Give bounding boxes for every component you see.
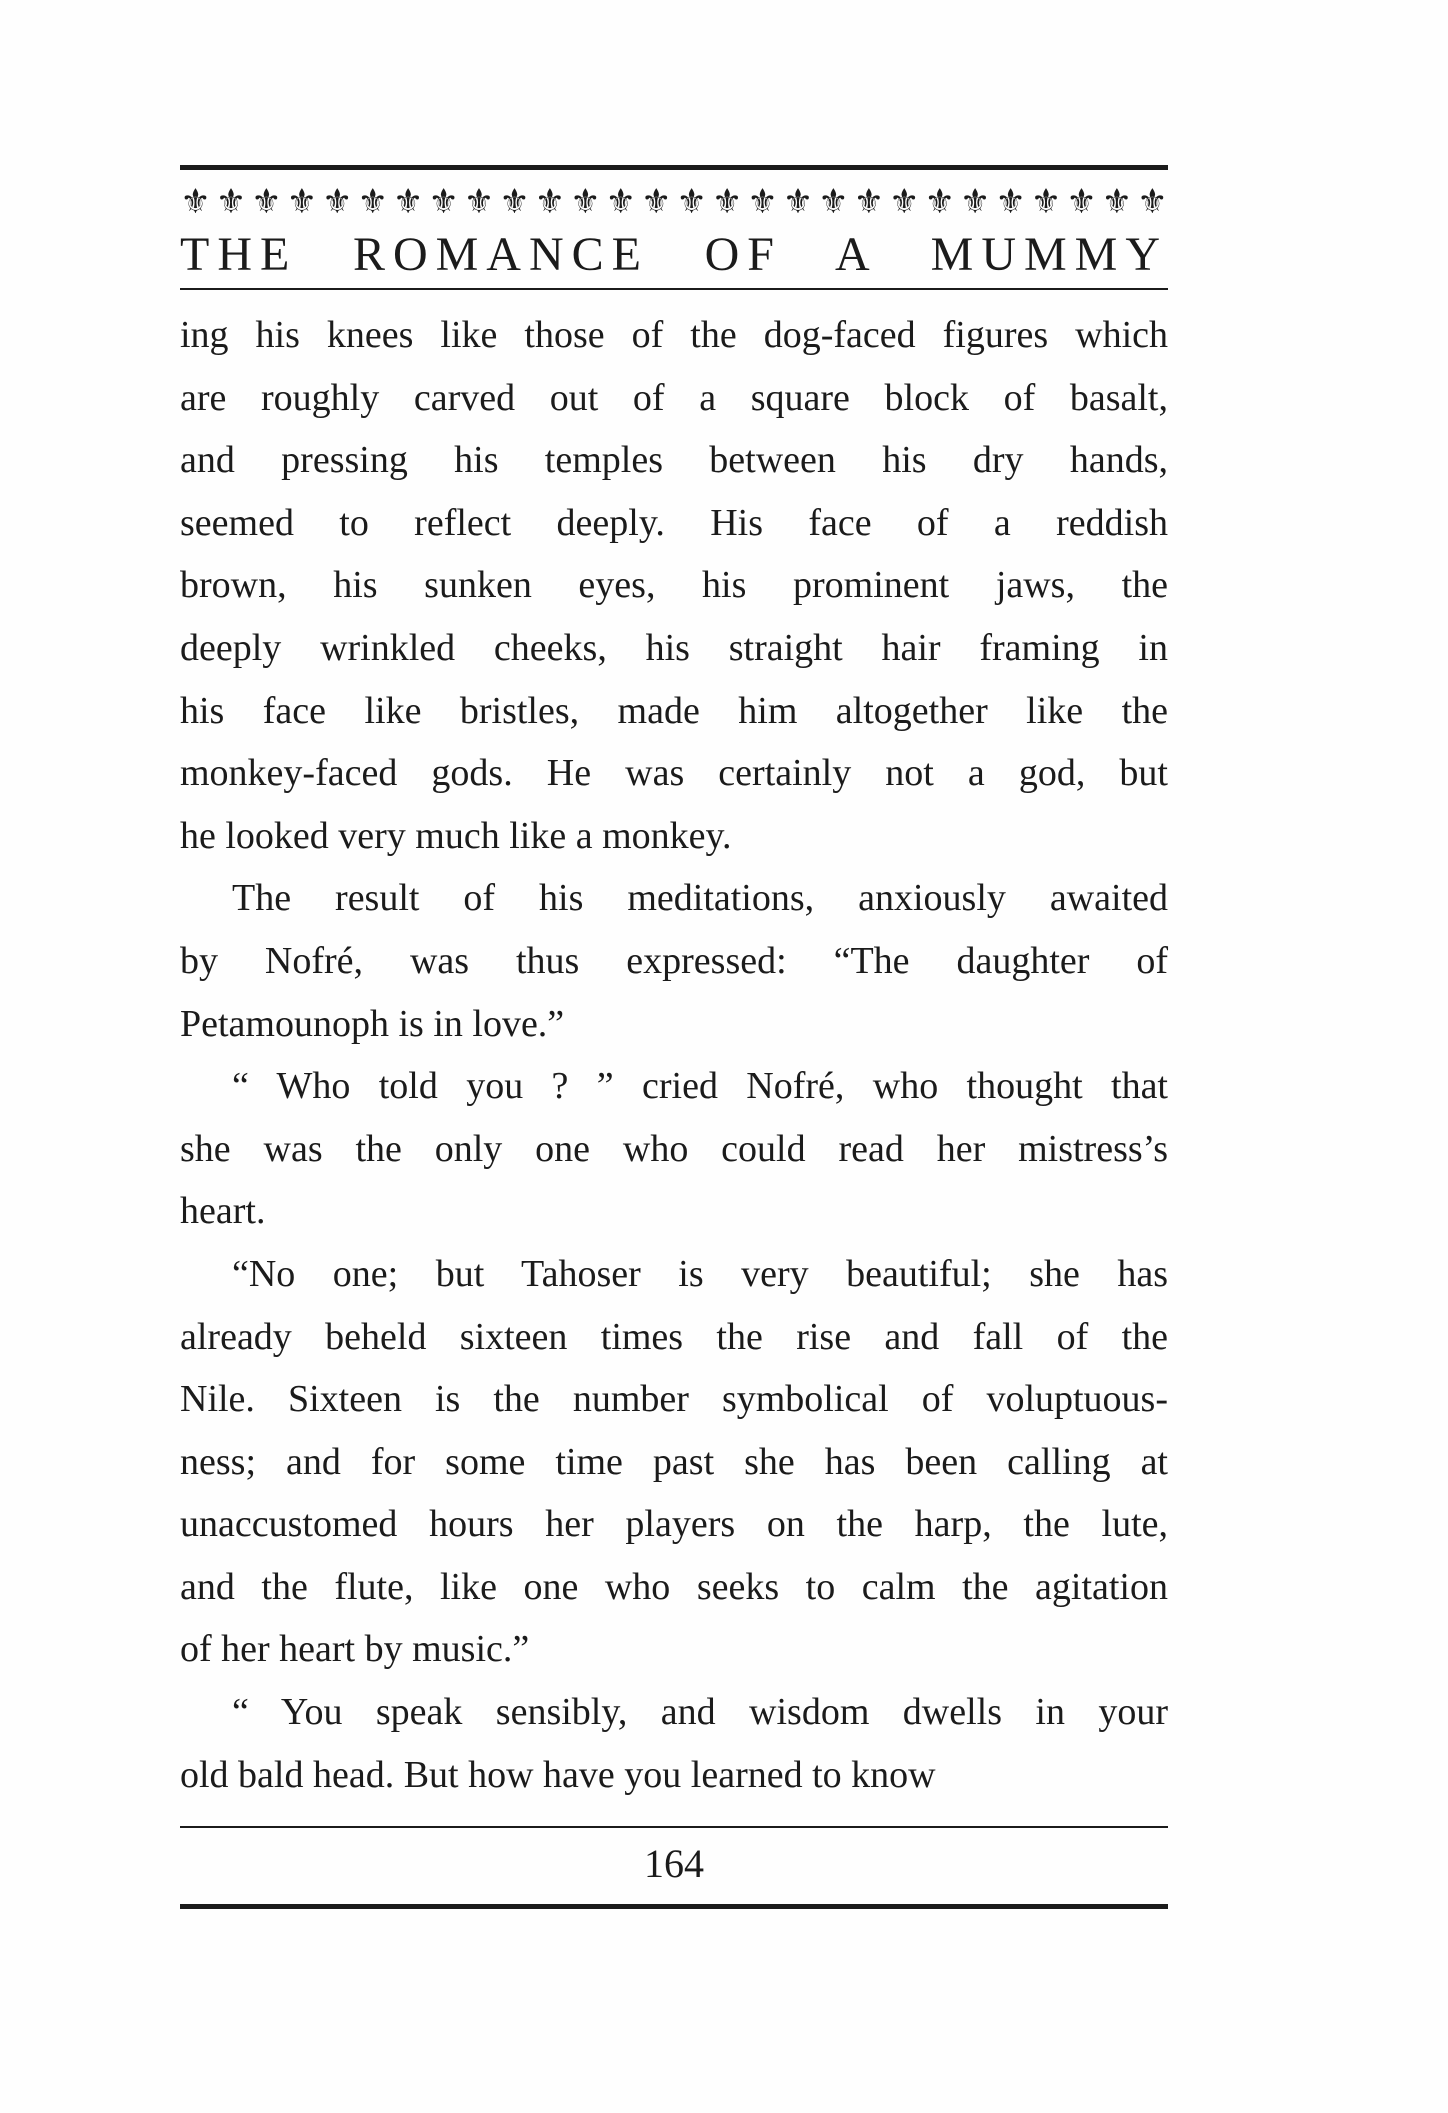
page-number: 164 bbox=[644, 1841, 704, 1887]
header-rule-thick bbox=[180, 165, 1168, 170]
text-line: “ Who told you ? ” cried Nofré, who thought that bbox=[232, 1065, 1168, 1108]
text-line: by Nofré, was thus expressed: “The daughter of bbox=[180, 939, 1168, 982]
fleuron-icon: ⚜ bbox=[1030, 182, 1062, 222]
paragraph bbox=[180, 1681, 1168, 1806]
text-line: and the flute, like one who seeks to calm the agitation bbox=[180, 1565, 1168, 1608]
text-line: already beheld sixteen times the rise and fall of the bbox=[180, 1315, 1168, 1358]
text-line: brown, his sunken eyes, his prominent jaws, the bbox=[180, 564, 1168, 607]
fleuron-icon: ⚜ bbox=[1137, 182, 1168, 222]
fleuron-icon: ⚜ bbox=[322, 182, 353, 222]
fleuron-icon: ⚜ bbox=[180, 182, 211, 222]
text-line: unaccustomed hours her players on the harp, the lute, bbox=[180, 1503, 1168, 1546]
body-text bbox=[180, 304, 1168, 1806]
text-line: she was the only one who could read her mistress’s bbox=[180, 1127, 1168, 1170]
text-line: are roughly carved out of a square block of basalt, bbox=[180, 376, 1168, 419]
fleuron-icon: ⚜ bbox=[605, 182, 636, 222]
text-line: The result of his meditations, anxiously awaited bbox=[232, 877, 1168, 920]
text-line: “No one; but Tahoser is very beautiful; she has bbox=[232, 1252, 1168, 1295]
fleuron-icon: ⚜ bbox=[959, 182, 991, 222]
fleuron-icon: ⚜ bbox=[534, 182, 566, 222]
fleuron-icon: ⚜ bbox=[711, 182, 743, 222]
text-line: of her heart by music.” bbox=[180, 1628, 530, 1671]
ornament-band bbox=[180, 180, 1168, 224]
fleuron-icon: ⚜ bbox=[782, 182, 814, 222]
fleuron-icon: ⚜ bbox=[215, 182, 247, 222]
paragraph bbox=[180, 304, 1168, 867]
fleuron-icon: ⚜ bbox=[853, 182, 885, 222]
text-line: old bald head. But how have you learned to know bbox=[180, 1753, 936, 1796]
fleuron-icon: ⚜ bbox=[251, 182, 282, 222]
fleuron-icon: ⚜ bbox=[499, 182, 530, 222]
fleuron-icon: ⚜ bbox=[676, 182, 707, 222]
fleuron-icon: ⚜ bbox=[818, 182, 849, 222]
fleuron-icon: ⚜ bbox=[889, 182, 920, 222]
fleuron-icon: ⚜ bbox=[357, 182, 388, 222]
text-line: heart. bbox=[180, 1190, 266, 1233]
fleuron-icon: ⚜ bbox=[995, 182, 1026, 222]
paragraph bbox=[180, 1243, 1168, 1681]
text-line: he looked very much like a monkey. bbox=[180, 814, 732, 857]
text-line: monkey-faced gods. He was certainly not a god, but bbox=[180, 752, 1168, 795]
footer-rule-thin bbox=[180, 1826, 1168, 1828]
fleuron-icon: ⚜ bbox=[1101, 182, 1133, 222]
text-line: and pressing his temples between his dry hands, bbox=[180, 439, 1168, 482]
text-line: ing his knees like those of the dog-faced figures which bbox=[180, 314, 1168, 356]
fleuron-icon: ⚜ bbox=[640, 182, 672, 222]
fleuron-icon: ⚜ bbox=[286, 182, 318, 222]
fleuron-icon: ⚜ bbox=[924, 182, 955, 222]
fleuron-icon: ⚜ bbox=[570, 182, 601, 222]
text-line: Petamounoph is in love.” bbox=[180, 1002, 565, 1045]
text-line: Nile. Sixteen is the number symbolical of voluptuous- bbox=[180, 1378, 1168, 1421]
fleuron-icon: ⚜ bbox=[1066, 182, 1097, 222]
text-line: seemed to reflect deeply. His face of a reddish bbox=[180, 501, 1168, 544]
header-rule-thin bbox=[180, 288, 1168, 290]
fleuron-icon: ⚜ bbox=[463, 182, 495, 222]
text-line: ness; and for some time past she has been calling at bbox=[180, 1440, 1168, 1483]
text-line: deeply wrinkled cheeks, his straight hair framing in bbox=[180, 626, 1168, 669]
text-line: his face like bristles, made him altogether like the bbox=[180, 689, 1168, 732]
fleuron-icon: ⚜ bbox=[428, 182, 459, 222]
footer-rule-thick bbox=[180, 1904, 1168, 1909]
text-line: “ You speak sensibly, and wisdom dwells in your bbox=[232, 1691, 1168, 1734]
fleuron-icon: ⚜ bbox=[392, 182, 424, 222]
book-page bbox=[180, 165, 1168, 1909]
running-title: THE ROMANCE OF A MUMMY bbox=[180, 228, 1168, 281]
fleuron-icon: ⚜ bbox=[747, 182, 778, 222]
paragraph bbox=[180, 867, 1168, 1055]
paragraph bbox=[180, 1055, 1168, 1243]
